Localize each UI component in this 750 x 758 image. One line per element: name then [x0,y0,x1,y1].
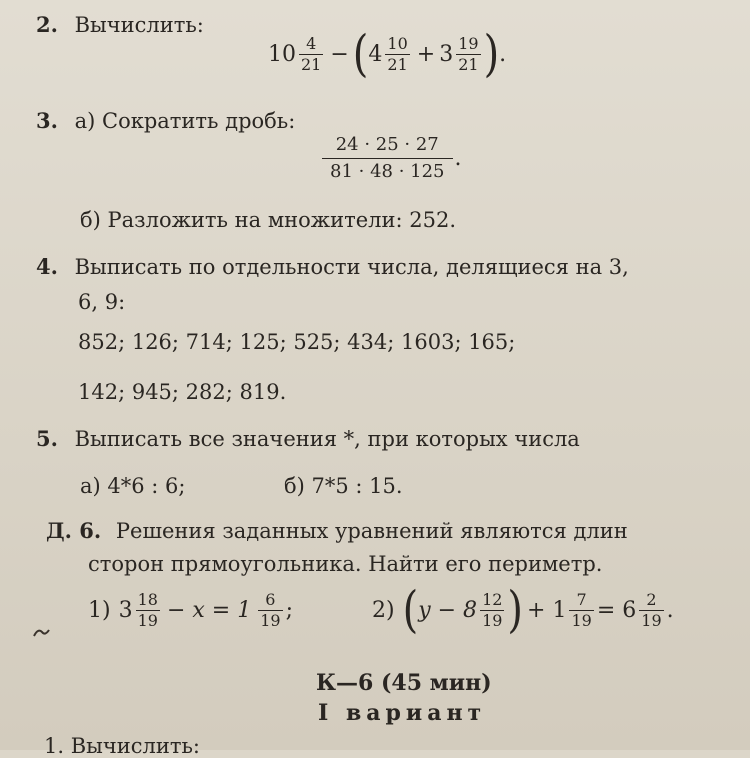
task5-heading [36,426,580,451]
task6-equation-1 [88,592,293,629]
section-title: К—6 (45 мин) [316,670,492,696]
eq1-end: ; [285,598,293,623]
eq2-inner: y − 8 [418,597,478,623]
task3-heading [36,108,295,133]
task2-expression [268,25,510,83]
task4-number: 4. [36,254,58,279]
expr-whole-2: 4 [368,41,383,67]
eq2-end: . [666,597,674,623]
eq1-label: 1) [88,598,111,623]
task4-numbers-1: 852; 126; 714; 125; 525; 434; 1603; 165; [78,330,516,354]
eq2-den-3: 19 [641,610,662,630]
task2-text: Вычислить: [74,13,204,37]
task3-a-text: а) Сократить дробь: [74,109,296,133]
eq2-eq: = 6 [596,597,637,623]
eq2-num-2: 7 [576,589,587,609]
expr-end: . [499,41,507,67]
task4-text-1: Выписать по отдельности числа, делящиеся на 3, [74,255,629,279]
expr-den-2: 21 [387,54,408,74]
task6-text-1: Решения заданных уравнений являются длин [115,519,628,543]
task4-text-2: 6, 9: [78,290,126,314]
eq1-den-1: 19 [137,611,158,630]
expr-whole-3: 3 [439,41,454,67]
expr-num-3: 19 [458,33,479,53]
expr-fraction-1 [299,33,323,74]
task3-b: б) Разложить на множители: 252. [80,208,457,232]
task3-numerator: 24 · 25 · 27 [335,134,439,155]
eq2-num-3: 2 [646,589,657,609]
eq2-left-paren: ( [402,581,419,639]
task2-heading [36,12,204,37]
pencil-mark-icon [32,626,54,640]
task3-number: 3. [36,108,58,133]
expr-num-1: 4 [306,33,317,53]
task5-text: Выписать все значения *, при которых числа [74,427,580,451]
expr-right-paren: ) [483,25,500,83]
eq2-right-paren: ) [507,581,524,639]
expr-num-2: 10 [387,33,408,53]
eq1-mid: − x = 1 [166,598,252,623]
eq2-den-2: 19 [571,610,592,630]
task4-numbers-2: 142; 945; 282; 819. [78,380,287,404]
eq2-plus: + 1 [527,597,567,623]
task4-line1 [36,254,629,279]
expr-den-3: 21 [458,54,479,74]
expr-fraction-3 [456,33,480,74]
expr-minus: − [330,41,349,67]
expr-fraction-2 [385,33,409,74]
task2-number: 2. [36,12,58,37]
expr-den-1: 21 [301,54,322,74]
task6-equation-2 [372,581,674,639]
eq2-label: 2) [372,597,395,623]
eq1-den-2: 19 [260,611,281,630]
eq2-num-1: 12 [482,589,503,609]
next-task: 1. Вычислить: [44,734,200,758]
task6-line1 [46,518,628,543]
task3-fraction [322,136,466,181]
eq1-num-2: 6 [265,590,276,609]
expr-plus: + [416,41,436,67]
task5-number: 5. [36,426,58,451]
task6-text-2: сторон прямоугольника. Найти его периметр. [88,552,603,576]
expr-left-paren: ( [352,25,369,83]
expr-whole-1: 10 [268,41,296,67]
task5-b: б) 7*5 : 15. [284,474,403,498]
eq1-num-1: 18 [137,590,158,609]
eq1-whole: 3 [118,598,133,623]
eq2-den-1: 19 [482,610,503,630]
section-variant: I вариант [318,700,487,726]
task3-fraction-end: . [454,146,462,171]
task3-denominator: 81 · 48 · 125 [322,158,453,181]
task6-number: Д. 6. [46,518,102,543]
task5-a: а) 4*6 : 6; [80,474,186,498]
